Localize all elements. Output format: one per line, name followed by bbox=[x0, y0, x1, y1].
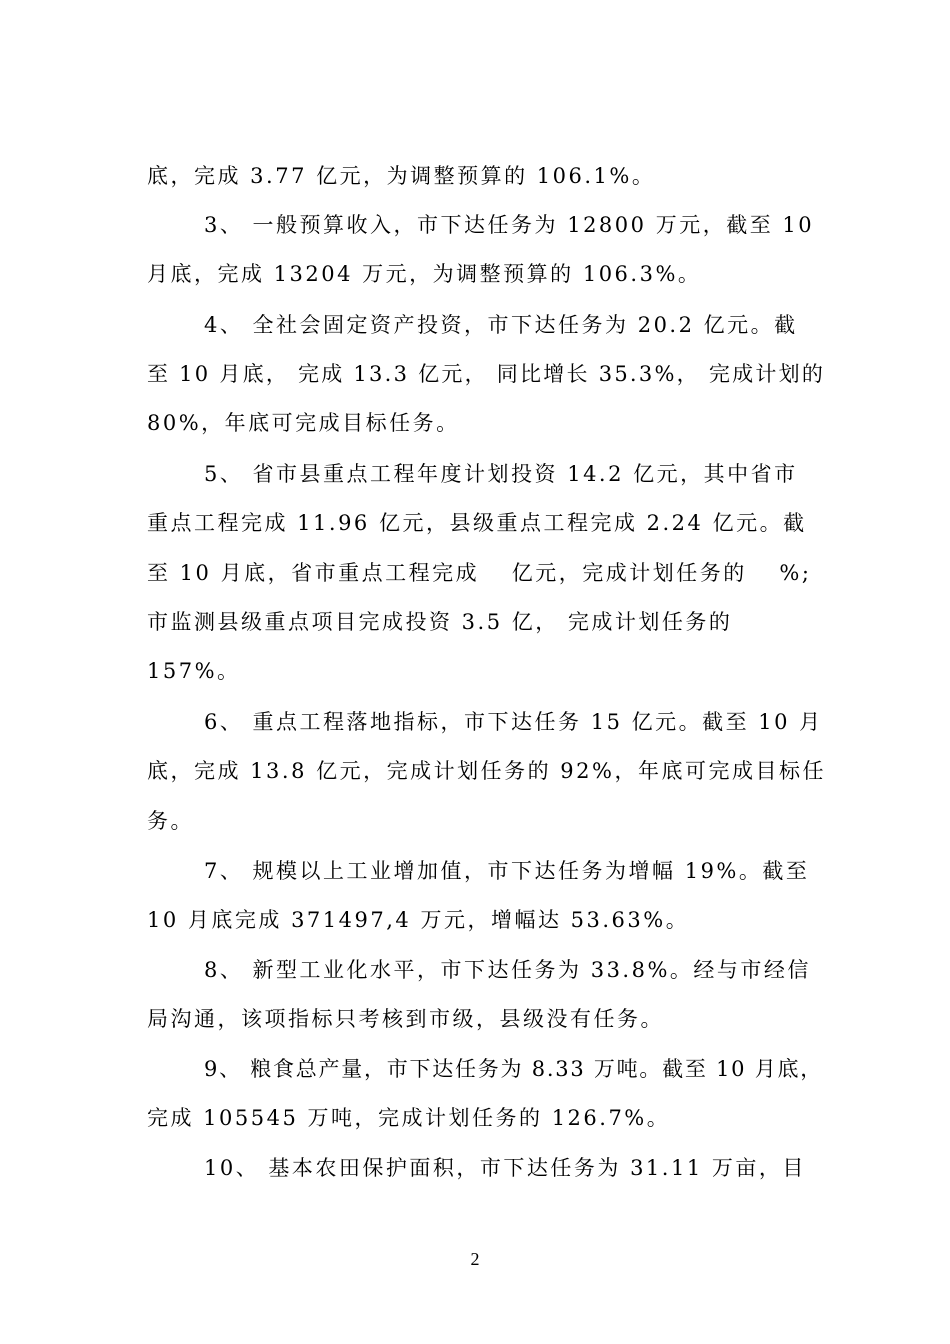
text-line: 市监测县级重点项目完成投资 3.5 亿， 完成计划任务的 bbox=[147, 610, 733, 634]
text-line: 10、 基本农田保护面积，市下达任务为 31.11 万亩，目 bbox=[204, 1156, 806, 1180]
text-line: 至 10 月底， 完成 13.3 亿元， 同比增长 35.3%， 完成计划的 bbox=[147, 362, 826, 386]
text-line: 至 10 月底，省市重点工程完成 亿元，完成计划任务的 %; bbox=[147, 561, 812, 585]
text-line: 8、 新型工业化水平，市下达任务为 33.8%。经与市经信 bbox=[204, 958, 811, 982]
text-line: 10 月底完成 371497,4 万元，增幅达 53.63%。 bbox=[147, 908, 690, 932]
text-line: 务。 bbox=[147, 809, 194, 833]
text-line: 底，完成 3.77 亿元，为调整预算的 106.1%。 bbox=[147, 164, 656, 188]
text-line: 7、 规模以上工业增加值，市下达任务为增幅 19%。截至 bbox=[204, 859, 810, 883]
text-line: 4、 全社会固定资产投资，市下达任务为 20.2 亿元。截 bbox=[204, 313, 798, 337]
text-line: 6、 重点工程落地指标，市下达任务 15 亿元。截至 10 月 bbox=[204, 710, 823, 734]
text-line: 9、 粮食总产量，市下达任务为 8.33 万吨。截至 10 月底， bbox=[204, 1057, 823, 1081]
text-line: 80%，年底可完成目标任务。 bbox=[147, 411, 460, 435]
text-line: 5、 省市县重点工程年度计划投资 14.2 亿元，其中省市 bbox=[204, 462, 798, 486]
text-line: 月底，完成 13204 万元，为调整预算的 106.3%。 bbox=[147, 262, 702, 286]
text-line: 157%。 bbox=[147, 659, 241, 683]
text-line: 3、 一般预算收入，市下达任务为 12800 万元，截至 10 bbox=[204, 213, 815, 237]
text-line: 局沟通，该项指标只考核到市级，县级没有任务。 bbox=[147, 1007, 664, 1031]
text-line: 重点工程完成 11.96 亿元，县级重点工程完成 2.24 亿元。截 bbox=[147, 511, 807, 535]
page-number: 2 bbox=[470, 1249, 480, 1269]
text-line: 完成 105545 万吨，完成计划任务的 126.7%。 bbox=[147, 1106, 671, 1130]
text-line: 底，完成 13.8 亿元，完成计划任务的 92%，年底可完成目标任 bbox=[147, 759, 826, 783]
